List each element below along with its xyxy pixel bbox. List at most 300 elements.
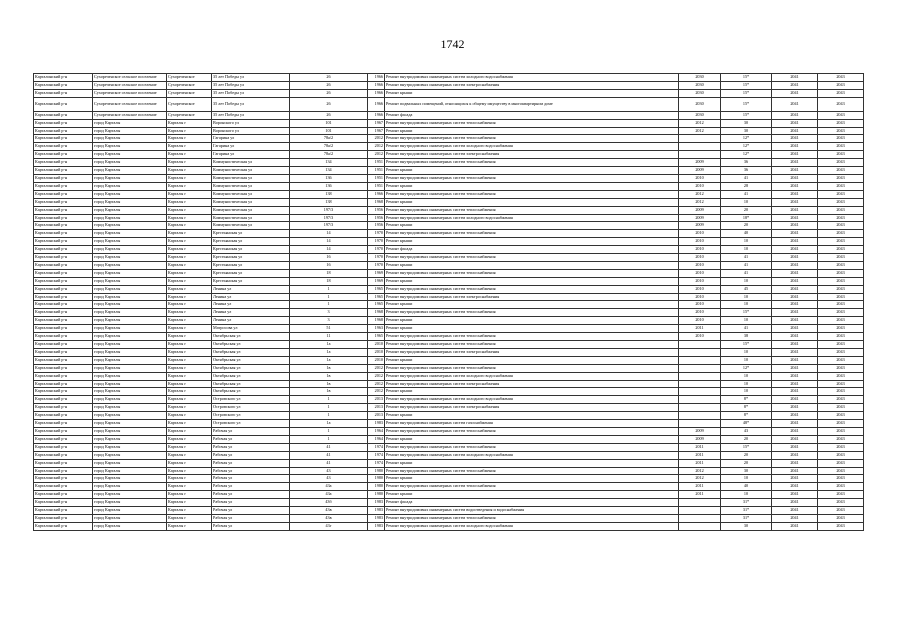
table-cell: Крестьянская ул: [212, 261, 290, 269]
table-cell: Воронского ул: [212, 127, 290, 135]
table-cell: Карталинский р-н: [34, 174, 93, 182]
table-cell: Крестьянская ул: [212, 254, 290, 262]
table-cell: 2043: [818, 135, 864, 143]
table-cell: 1а: [290, 341, 368, 349]
table-cell: 2012: [679, 467, 721, 475]
table-cell: 1а: [290, 420, 368, 428]
table-cell: Коммунистическая ул: [212, 182, 290, 190]
table-cell: Крестьянская ул: [212, 230, 290, 238]
table-cell: Карталинский р-н: [34, 380, 93, 388]
table-row: [34, 246, 864, 254]
table-cell: 2012: [679, 190, 721, 198]
table-cell: 20: [721, 222, 772, 230]
table-cell: 2041: [772, 81, 818, 89]
table-cell: 2043: [818, 198, 864, 206]
table-cell: 2030: [679, 111, 721, 119]
table-cell: 10: [721, 372, 772, 380]
table-cell: 2043: [818, 412, 864, 420]
table-cell: 2012: [368, 364, 385, 372]
table-cell: 30: [721, 119, 772, 127]
table-cell: 2011: [679, 491, 721, 499]
table-cell: Карталы г: [167, 269, 212, 277]
table-cell: Коммунистическая ул: [212, 198, 290, 206]
table-cell: Карталинский р-н: [34, 190, 93, 198]
table-cell: 41: [721, 269, 772, 277]
table-cell: 2043: [818, 483, 864, 491]
table-cell: 1969: [368, 277, 385, 285]
table-row: [34, 333, 864, 341]
table-cell: Карталинский р-н: [34, 514, 93, 522]
table-cell: Карталинский р-н: [34, 333, 93, 341]
table-cell: Сухореченское: [167, 111, 212, 119]
table-cell: 2043: [818, 404, 864, 412]
table-cell: Коммунистическая ул: [212, 190, 290, 198]
table-cell: Островского ул: [212, 404, 290, 412]
table-cell: 10: [721, 491, 772, 499]
table-cell: 78а/2: [290, 151, 368, 159]
table-cell: Крестьянская ул: [212, 269, 290, 277]
table-cell: 1: [290, 285, 368, 293]
table-row: [34, 206, 864, 214]
table-cell: Рабочая ул: [212, 491, 290, 499]
table-row: [34, 97, 864, 111]
table-cell: 1в: [290, 388, 368, 396]
table-cell: 1983: [368, 420, 385, 428]
table-cell: 11: [290, 333, 368, 341]
table-cell: Карталы г: [167, 522, 212, 530]
table-cell: 2043: [818, 491, 864, 499]
table-row: [34, 364, 864, 372]
table-row: [34, 89, 864, 97]
table-cell: 10: [721, 380, 772, 388]
table-cell: Ремонт внутридомовых инженерных систем электроснабжения: [385, 348, 679, 356]
table-cell: 2011: [679, 325, 721, 333]
table-cell: 2041: [772, 380, 818, 388]
table-row: [34, 507, 864, 515]
table-cell: Карталы г: [167, 507, 212, 515]
table-cell: Ремонт крыши: [385, 89, 679, 97]
table-cell: 2041: [772, 443, 818, 451]
table-cell: Ремонт внутридомовых инженерных систем теплоснабжения: [385, 309, 679, 317]
table-cell: 3: [290, 309, 368, 317]
table-cell: Карталинский р-н: [34, 325, 93, 333]
table-cell: 1974: [368, 451, 385, 459]
table-cell: 2043: [818, 285, 864, 293]
table-cell: город Карталы: [93, 317, 167, 325]
table-cell: 1: [290, 404, 368, 412]
table-cell: 18*: [721, 214, 772, 222]
table-cell: Карталинский р-н: [34, 483, 93, 491]
table-row: [34, 222, 864, 230]
table-cell: Ремонт подвальных помещений, относящихся к общему имуществу в многоквартирном доме: [385, 97, 679, 111]
table-cell: Карталы г: [167, 222, 212, 230]
table-cell: 2041: [772, 427, 818, 435]
table-cell: 1956: [368, 222, 385, 230]
table-cell: город Карталы: [93, 222, 167, 230]
table-cell: Карталинский р-н: [34, 475, 93, 483]
table-cell: [679, 143, 721, 151]
table-cell: Карталы г: [167, 206, 212, 214]
table-cell: 1966: [368, 111, 385, 119]
table-cell: Карталинский р-н: [34, 451, 93, 459]
table-cell: Ремонт внутридомовых инженерных систем теплоснабжения: [385, 230, 679, 238]
table-cell: Коммунистическая ул: [212, 167, 290, 175]
table-cell: Карталы г: [167, 143, 212, 151]
table-cell: 2010: [368, 356, 385, 364]
table-cell: 78а/2: [290, 135, 368, 143]
table-cell: 2043: [818, 364, 864, 372]
table-cell: 1в: [290, 380, 368, 388]
table-cell: Октябрьская ул: [212, 348, 290, 356]
table-cell: город Карталы: [93, 277, 167, 285]
table-cell: 41: [721, 174, 772, 182]
table-cell: город Карталы: [93, 333, 167, 341]
table-cell: 36: [721, 159, 772, 167]
table-cell: город Карталы: [93, 467, 167, 475]
table-cell: 2012: [368, 372, 385, 380]
table-cell: Карталинский р-н: [34, 499, 93, 507]
table-cell: город Карталы: [93, 427, 167, 435]
table-cell: Карталы г: [167, 348, 212, 356]
table-cell: 2041: [772, 135, 818, 143]
table-cell: 1951: [368, 182, 385, 190]
table-row: [34, 111, 864, 119]
table-cell: Ремонт крыши: [385, 325, 679, 333]
table-cell: 2041: [772, 269, 818, 277]
table-cell: Карталинский р-н: [34, 151, 93, 159]
table-cell: 20: [721, 459, 772, 467]
table-cell: 2012: [679, 198, 721, 206]
table-cell: 10: [721, 356, 772, 364]
table-cell: Сухореченское сельское поселение: [93, 74, 167, 82]
table-cell: Сухореченское сельское поселение: [93, 81, 167, 89]
table-cell: Ремонт внутридомовых инженерных систем теплоснабжения: [385, 483, 679, 491]
table-cell: 43: [721, 427, 772, 435]
table-cell: 136: [290, 182, 368, 190]
table-cell: Карталинский р-н: [34, 404, 93, 412]
table-cell: 2043: [818, 451, 864, 459]
table-cell: 2041: [772, 514, 818, 522]
table-cell: 1964: [368, 435, 385, 443]
table-cell: 2010: [679, 277, 721, 285]
table-cell: 2041: [772, 206, 818, 214]
table-cell: Карталинский р-н: [34, 522, 93, 530]
table-cell: Октябрьская ул: [212, 341, 290, 349]
table-cell: 8*: [721, 404, 772, 412]
table-cell: 14: [290, 246, 368, 254]
table-cell: 16: [290, 254, 368, 262]
table-cell: 2043: [818, 246, 864, 254]
table-cell: 2013: [368, 412, 385, 420]
table-cell: Ремонт крыши: [385, 182, 679, 190]
table-cell: город Карталы: [93, 380, 167, 388]
table-cell: 2012: [368, 151, 385, 159]
table-cell: 2043: [818, 459, 864, 467]
table-cell: 2030: [679, 89, 721, 97]
table-cell: 2043: [818, 89, 864, 97]
table-cell: 14: [290, 238, 368, 246]
table-cell: Рабочая ул: [212, 435, 290, 443]
table-cell: Рабочая ул: [212, 483, 290, 491]
table-row: [34, 380, 864, 388]
table-cell: 43а: [290, 483, 368, 491]
table-cell: город Карталы: [93, 135, 167, 143]
table-cell: 2041: [772, 483, 818, 491]
table-cell: 2043: [818, 507, 864, 515]
table-cell: [679, 388, 721, 396]
table-cell: Ремонт крыши: [385, 198, 679, 206]
table-cell: 18: [290, 277, 368, 285]
table-cell: Ремонт внутридомовых инженерных систем электроснабжения: [385, 380, 679, 388]
table-cell: Островского ул: [212, 420, 290, 428]
table-cell: 40: [721, 483, 772, 491]
table-cell: 2043: [818, 127, 864, 135]
table-cell: 2041: [772, 522, 818, 530]
table-cell: Коммунистическая ул: [212, 206, 290, 214]
table-cell: город Карталы: [93, 190, 167, 198]
table-cell: 1: [290, 412, 368, 420]
table-cell: город Карталы: [93, 499, 167, 507]
table-row: [34, 277, 864, 285]
table-cell: город Карталы: [93, 522, 167, 530]
table-cell: 15*: [721, 81, 772, 89]
table-cell: Карталинский р-н: [34, 214, 93, 222]
table-cell: 2041: [772, 301, 818, 309]
table-cell: 26: [290, 89, 368, 97]
table-cell: город Карталы: [93, 388, 167, 396]
table-cell: 2041: [772, 143, 818, 151]
table-row: [34, 348, 864, 356]
table-cell: 2043: [818, 151, 864, 159]
table-cell: 2041: [772, 356, 818, 364]
table-row: [34, 119, 864, 127]
table-cell: 2009: [679, 214, 721, 222]
table-cell: 2041: [772, 507, 818, 515]
table-cell: Карталинский р-н: [34, 182, 93, 190]
table-cell: Рабочая ул: [212, 475, 290, 483]
table-cell: 1967: [368, 127, 385, 135]
table-cell: 2012: [679, 127, 721, 135]
table-cell: Ремонт внутридомовых инженерных систем теплоснабжения: [385, 333, 679, 341]
table-row: [34, 451, 864, 459]
table-cell: 1965: [368, 301, 385, 309]
table-cell: Ремонт внутридомовых инженерных систем электроснабжения: [385, 404, 679, 412]
table-cell: 2043: [818, 333, 864, 341]
table-cell: Октябрьская ул: [212, 388, 290, 396]
table-cell: Ремонт крыши: [385, 127, 679, 135]
table-cell: 1956: [368, 206, 385, 214]
table-cell: 51: [290, 325, 368, 333]
table-row: [34, 167, 864, 175]
table-cell: город Карталы: [93, 309, 167, 317]
table-cell: 43а: [290, 491, 368, 499]
table-cell: Карталы г: [167, 388, 212, 396]
table-cell: Ремонт внутридомовых инженерных систем теплоснабжения: [385, 514, 679, 522]
table-cell: 30: [721, 467, 772, 475]
table-cell: Карталинский р-н: [34, 246, 93, 254]
table-row: [34, 499, 864, 507]
table-cell: 1966: [368, 89, 385, 97]
table-cell: город Карталы: [93, 356, 167, 364]
table-cell: Октябрьская ул: [212, 356, 290, 364]
table-cell: 1983: [368, 499, 385, 507]
table-cell: город Карталы: [93, 404, 167, 412]
table-cell: 2010: [679, 174, 721, 182]
table-cell: Сухореченское: [167, 97, 212, 111]
table-cell: 15*: [721, 74, 772, 82]
table-row: [34, 214, 864, 222]
table-cell: Карталы г: [167, 246, 212, 254]
table-cell: город Карталы: [93, 491, 167, 499]
table-row: [34, 467, 864, 475]
table-cell: 2011: [679, 459, 721, 467]
table-row: [34, 427, 864, 435]
table-cell: 1983: [368, 522, 385, 530]
table-cell: 2041: [772, 174, 818, 182]
table-cell: Карталинский р-н: [34, 412, 93, 420]
table-cell: 2043: [818, 190, 864, 198]
table-cell: город Карталы: [93, 412, 167, 420]
table-cell: Рабочая ул: [212, 443, 290, 451]
table-cell: 43г: [290, 522, 368, 530]
table-cell: 26: [290, 81, 368, 89]
table-row: [34, 261, 864, 269]
table-cell: 12*: [721, 143, 772, 151]
table-cell: Коммунистическая ул: [212, 222, 290, 230]
table-cell: Карталы г: [167, 254, 212, 262]
table-cell: 2043: [818, 74, 864, 82]
table-cell: Карталы г: [167, 459, 212, 467]
table-cell: 2041: [772, 277, 818, 285]
table-cell: 2043: [818, 317, 864, 325]
table-cell: 2010: [679, 309, 721, 317]
table-cell: 2043: [818, 111, 864, 119]
table-cell: 1951: [368, 159, 385, 167]
table-cell: Ремонт внутридомовых инженерных систем холодного водоснабжения: [385, 522, 679, 530]
table-cell: Карталы г: [167, 380, 212, 388]
table-cell: 2010: [679, 301, 721, 309]
table-cell: Карталы г: [167, 435, 212, 443]
table-cell: 1966: [368, 81, 385, 89]
table-cell: Ремонт внутридомовых инженерных систем холодного водоснабжения: [385, 214, 679, 222]
table-cell: Ремонт крыши: [385, 167, 679, 175]
table-cell: Ремонт внутридомовых инженерных систем теплоснабжения: [385, 174, 679, 182]
table-cell: Карталинский р-н: [34, 364, 93, 372]
table-cell: 2041: [772, 246, 818, 254]
table-cell: город Карталы: [93, 119, 167, 127]
table-cell: 2012: [368, 388, 385, 396]
table-cell: Карталы г: [167, 167, 212, 175]
table-cell: 15*: [721, 309, 772, 317]
table-row: [34, 356, 864, 364]
table-cell: [679, 404, 721, 412]
table-cell: город Карталы: [93, 214, 167, 222]
table-cell: 2043: [818, 427, 864, 435]
table-row: [34, 412, 864, 420]
table-cell: Октябрьская ул: [212, 372, 290, 380]
table-cell: город Карталы: [93, 293, 167, 301]
table-cell: 2043: [818, 277, 864, 285]
table-cell: 2041: [772, 325, 818, 333]
table-cell: город Карталы: [93, 143, 167, 151]
table-cell: 2011: [679, 443, 721, 451]
table-cell: 30: [721, 127, 772, 135]
table-cell: 1956: [368, 214, 385, 222]
table-cell: 2043: [818, 174, 864, 182]
table-row: [34, 285, 864, 293]
table-cell: Карталинский р-н: [34, 356, 93, 364]
table-cell: 41: [721, 261, 772, 269]
table-cell: Октябрьская ул: [212, 380, 290, 388]
table-cell: 2010: [368, 348, 385, 356]
table-cell: 2041: [772, 230, 818, 238]
table-cell: 2010: [679, 293, 721, 301]
table-cell: 1: [290, 293, 368, 301]
table-cell: 2043: [818, 206, 864, 214]
table-cell: 2010: [679, 182, 721, 190]
table-cell: Карталинский р-н: [34, 301, 93, 309]
table-cell: 1980: [368, 491, 385, 499]
table-row: [34, 341, 864, 349]
table-cell: 2043: [818, 475, 864, 483]
table-cell: город Карталы: [93, 341, 167, 349]
table-cell: Ремонт крыши: [385, 261, 679, 269]
table-cell: 2041: [772, 159, 818, 167]
table-cell: 10: [721, 246, 772, 254]
table-cell: 10: [721, 301, 772, 309]
table-cell: 78а/2: [290, 143, 368, 151]
table-cell: 35 лет Победы ул: [212, 81, 290, 89]
table-cell: Октябрьская ул: [212, 333, 290, 341]
table-row: [34, 475, 864, 483]
table-cell: 41: [721, 325, 772, 333]
table-cell: 2043: [818, 143, 864, 151]
table-cell: 1966: [368, 190, 385, 198]
table-cell: 2043: [818, 372, 864, 380]
table-cell: 2010: [679, 269, 721, 277]
table-cell: 43в: [290, 514, 368, 522]
table-cell: 1951: [368, 167, 385, 175]
table-cell: Карталинский р-н: [34, 467, 93, 475]
table-row: [34, 81, 864, 89]
table-cell: 1970: [368, 230, 385, 238]
table-cell: 2043: [818, 261, 864, 269]
table-cell: 35 лет Победы ул: [212, 111, 290, 119]
table-cell: 2041: [772, 333, 818, 341]
table-cell: Карталинский р-н: [34, 341, 93, 349]
table-cell: 2041: [772, 261, 818, 269]
table-cell: 2041: [772, 127, 818, 135]
table-row: [34, 151, 864, 159]
table-cell: 2043: [818, 341, 864, 349]
table-cell: 2041: [772, 499, 818, 507]
table-cell: 2010: [679, 317, 721, 325]
table-cell: город Карталы: [93, 483, 167, 491]
table-cell: [679, 372, 721, 380]
table-row: [34, 174, 864, 182]
table-cell: 1964: [368, 427, 385, 435]
table-cell: Карталы г: [167, 230, 212, 238]
table-cell: Рабочая ул: [212, 522, 290, 530]
table-cell: 1974: [368, 459, 385, 467]
table-cell: 2009: [679, 206, 721, 214]
table-cell: 2043: [818, 238, 864, 246]
table-cell: Карталинский р-н: [34, 309, 93, 317]
table-cell: 2043: [818, 293, 864, 301]
table-row: [34, 317, 864, 325]
table-cell: Карталинский р-н: [34, 97, 93, 111]
table-cell: 41: [721, 190, 772, 198]
